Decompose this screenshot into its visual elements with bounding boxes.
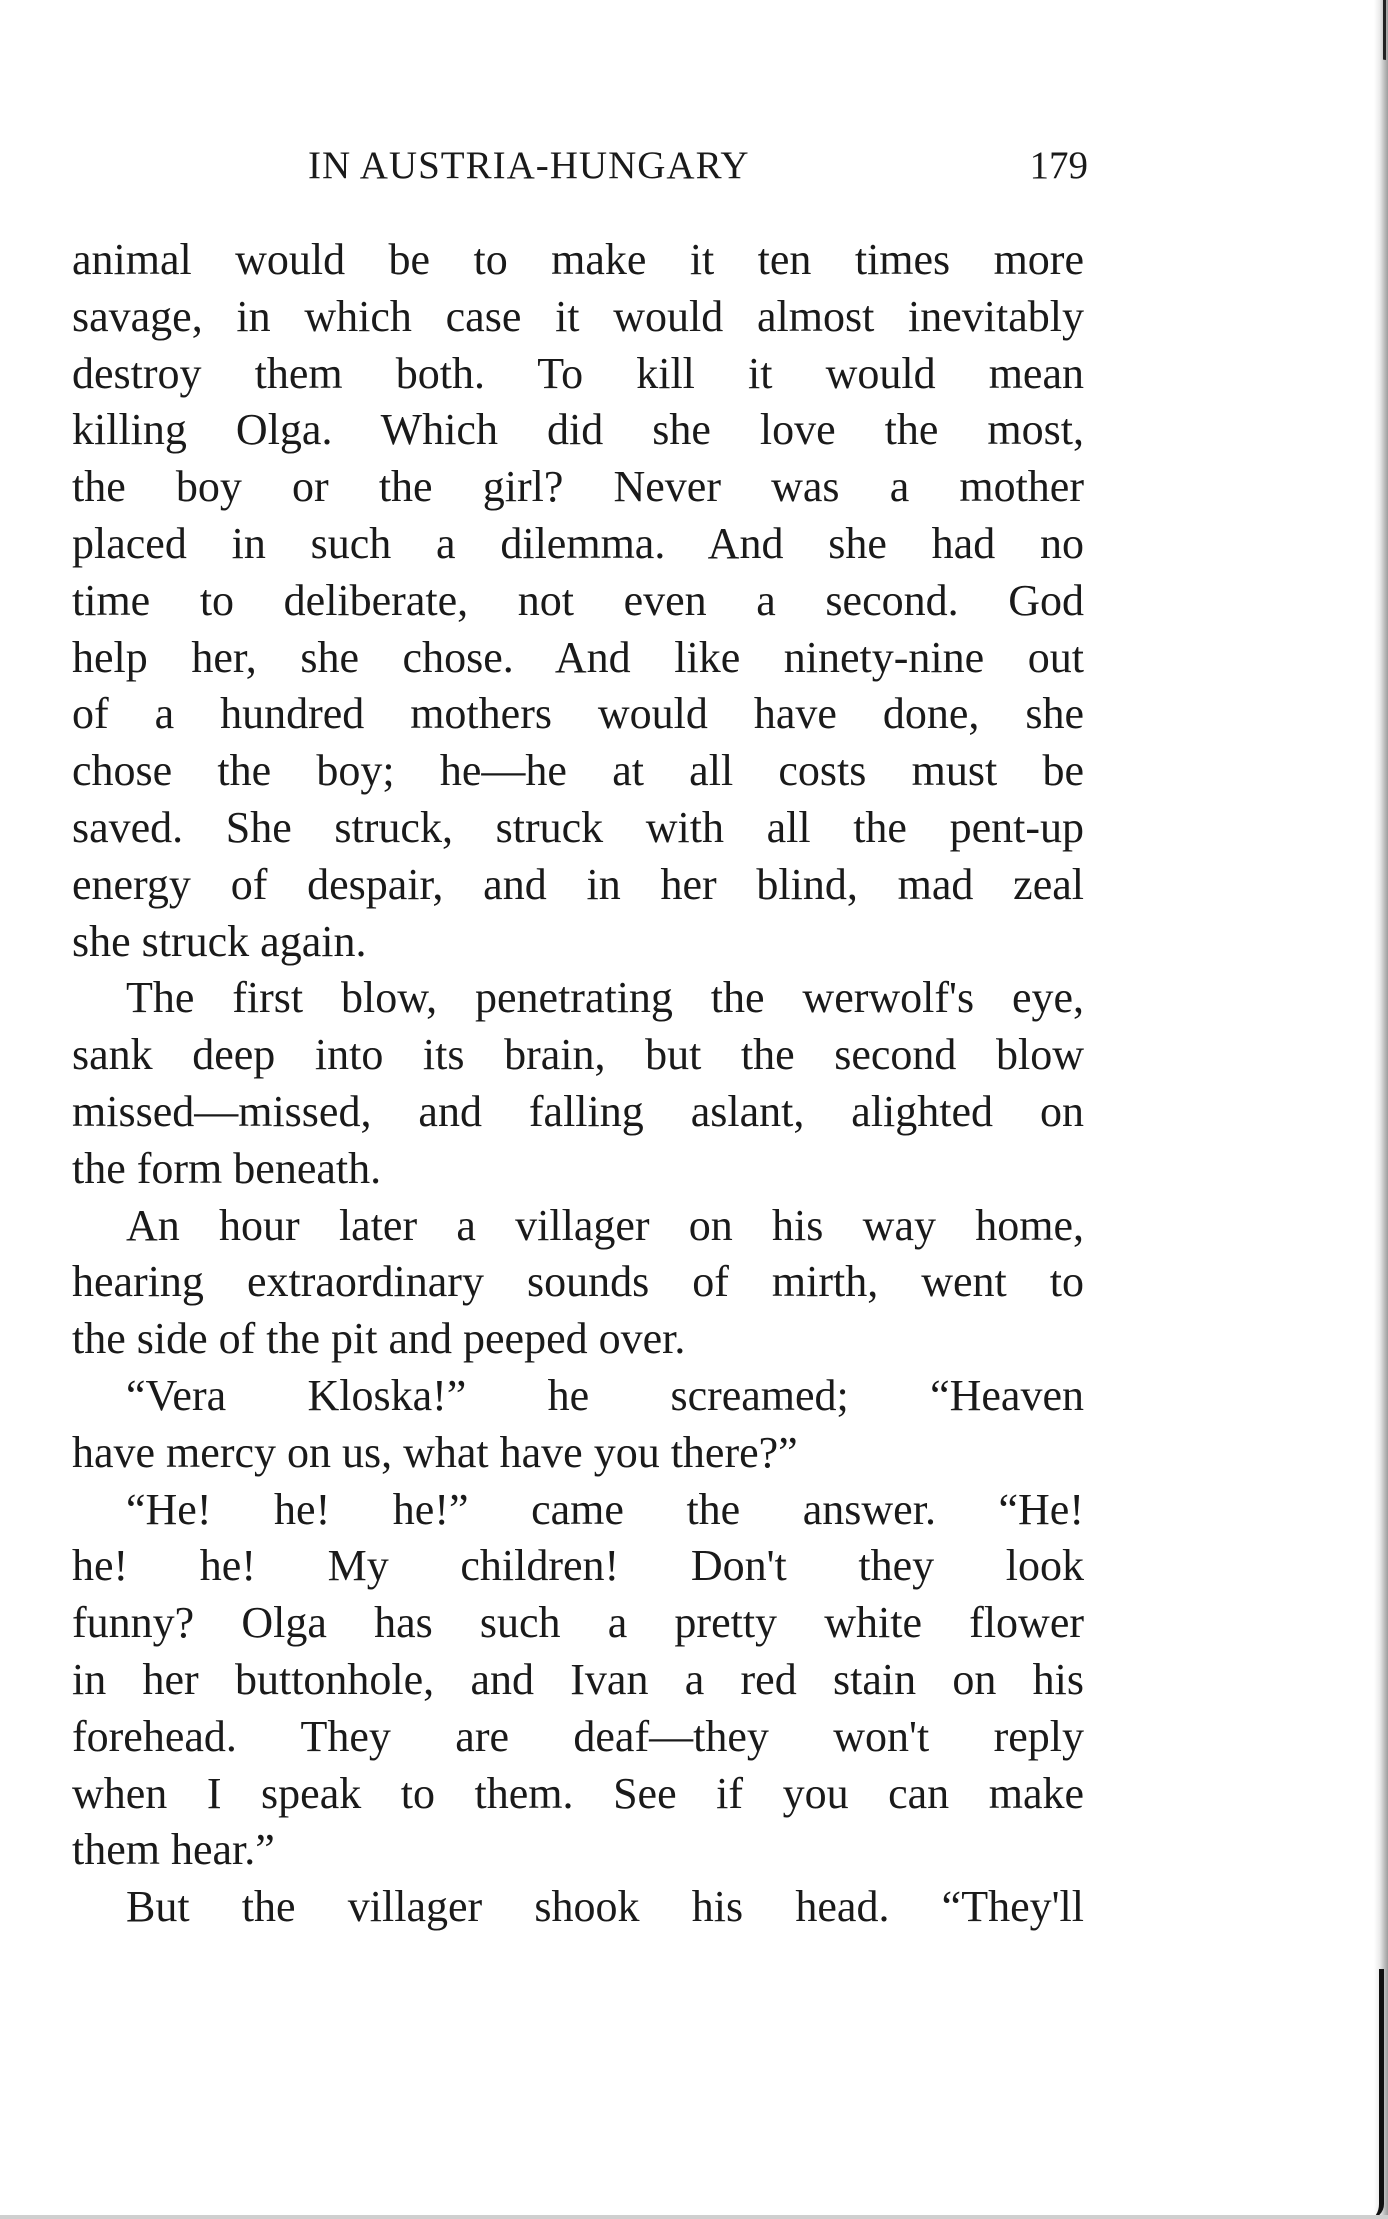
page-edge-curl-top [1375,0,1386,60]
text-line: destroy them both. To kill it would mean [72,348,1084,398]
text-line: An hour later a villager on his way home, [126,1200,1084,1250]
text-line: sank deep into its brain, but the second blow [72,1030,1084,1080]
text-line: she struck again. [72,916,367,966]
text-line: chose the boy; he—he at all costs must be [72,746,1084,796]
text-line: in her buttonhole, and Ivan a red stain on his [72,1654,1084,1704]
text-line: when I speak to them. See if you can make [72,1768,1084,1818]
text-line: saved. She struck, struck with all the pent-up [72,802,1084,852]
text-line: But the villager shook his head. “They'll [126,1882,1084,1932]
text-line: the form beneath. [72,1143,382,1193]
text-line: help her, she chose. And like ninety-nine out [72,632,1084,682]
text-line: funny? Olga has such a pretty white flower [72,1598,1084,1648]
text-line: placed in such a dilemma. And she had no [72,518,1084,568]
page-number: 179 [1029,144,1088,187]
text-line: savage, in which case it would almost inevitably [72,291,1084,341]
text-line: energy of despair, and in her blind, mad zeal [72,859,1084,909]
text-line: missed—missed, and falling aslant, alighted on [72,1086,1084,1136]
text-line: The first blow, penetrating the werwolf's eye, [126,973,1084,1023]
text-line: hearing extraordinary sounds of mirth, went to [72,1257,1084,1307]
text-line: “Vera Kloska!” he screamed; “Heaven [126,1370,1084,1420]
running-head: IN AUSTRIA-HUNGARY [308,144,750,187]
page-edge-shadow [1374,0,1388,2219]
text-line: forehead. They are deaf—they won't reply [72,1711,1084,1761]
text-line: he! he! My children! Don't they look [72,1541,1084,1591]
text-line: animal would be to make it ten times more [72,235,1084,284]
text-line: them hear.” [72,1825,275,1875]
text-line: “He! he! he!” came the answer. “He! [126,1484,1084,1534]
body-text [72,232,1084,1936]
text-line: the side of the pit and peeped over. [72,1314,686,1364]
text-line: time to deliberate, not even a second. God [72,575,1084,625]
page-edge-curl-bottom [1369,1969,1384,2219]
page-header [70,136,1088,196]
page-bottom-edge [0,2215,1388,2219]
text-line: killing Olga. Which did she love the most, [72,405,1084,455]
text-line: have mercy on us, what have you there?” [72,1427,798,1477]
text-line: the boy or the girl? Never was a mother [72,462,1084,512]
text-line: of a hundred mothers would have done, she [72,689,1084,739]
